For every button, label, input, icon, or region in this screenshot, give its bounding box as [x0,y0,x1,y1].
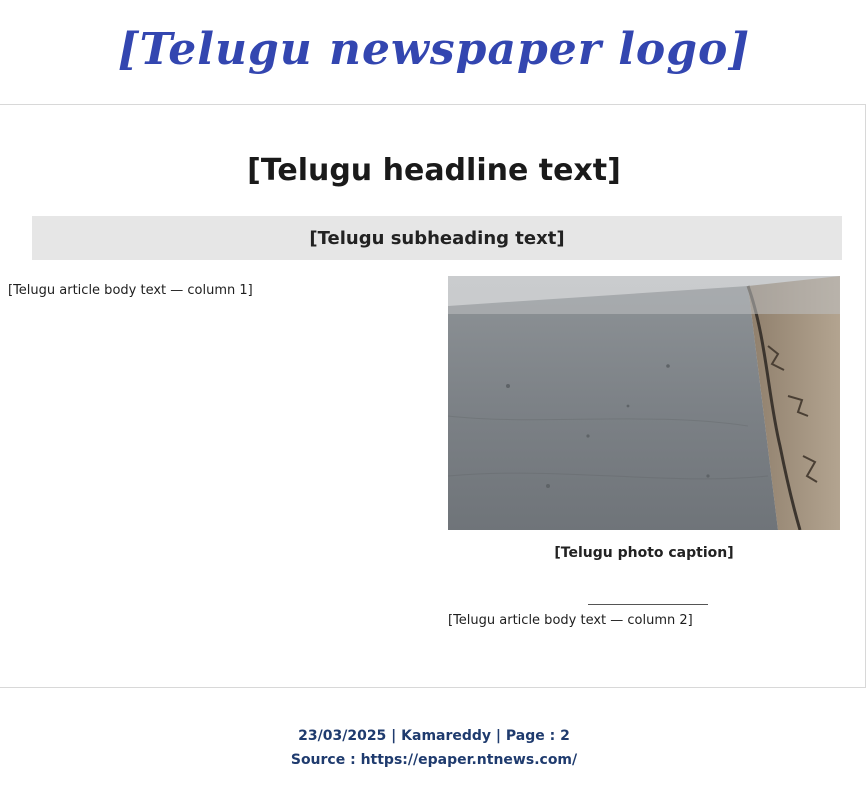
footer-date-line: 23/03/2025 | Kamareddy | Page : 2 [298,728,570,744]
article-headline: [Telugu headline text] [247,152,621,188]
masthead [0,0,868,98]
article-body-right: [Telugu article body text — column 2] [448,613,693,628]
road-photo-illustration [448,276,840,530]
article-subheadline: [Telugu subheading text] [32,216,842,260]
photo-caption: [Telugu photo caption] [554,545,734,561]
article-body-left: [Telugu article body text — column 1] [8,283,253,298]
footer-source-line: Source : https://epaper.ntnews.com/ [290,752,578,768]
newspaper-logo: [Telugu newspaper logo] [117,23,751,75]
caption-divider [588,604,708,605]
article-photo [448,276,840,530]
